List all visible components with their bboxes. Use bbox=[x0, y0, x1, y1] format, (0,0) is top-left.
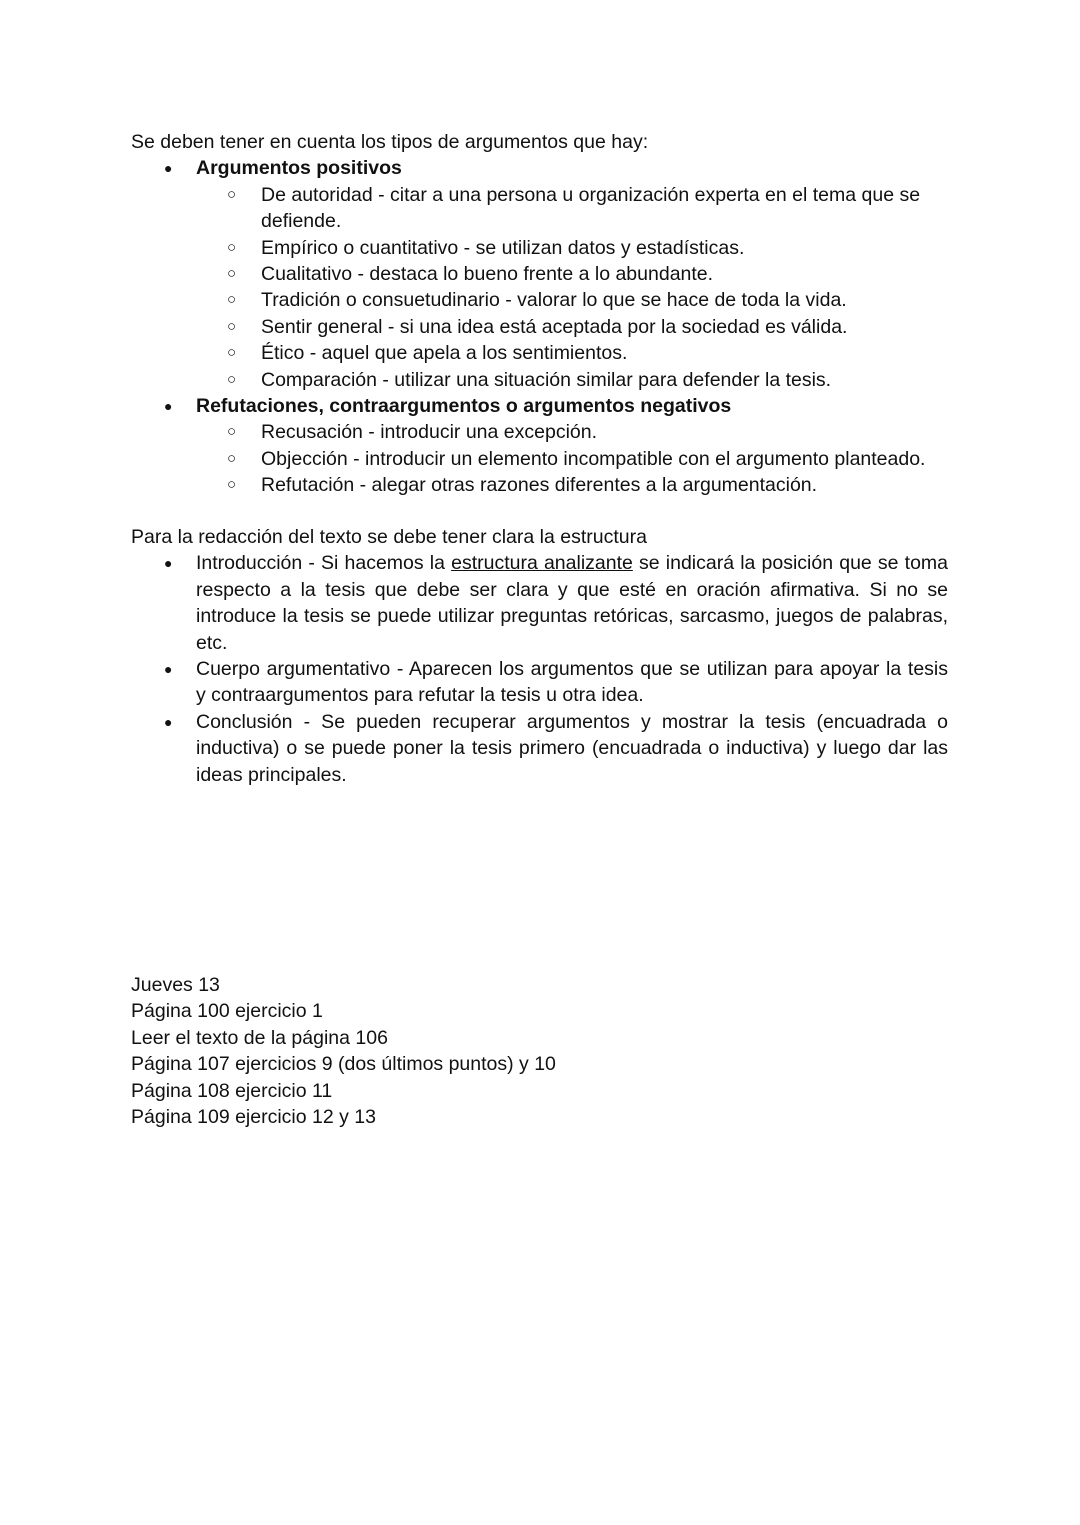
list-item: ○ Cualitativo - destaca lo bueno frente a lo abundante. bbox=[131, 261, 948, 287]
section-intro: Se deben tener en cuenta los tipos de argumentos que hay: bbox=[131, 131, 649, 153]
list-item bbox=[131, 550, 948, 656]
underlined-text: estructura analizante bbox=[451, 552, 633, 575]
homework-line: Página 108 ejercicio 11 bbox=[131, 1079, 333, 1102]
list-item: ○ Sentir general - si una idea está aceptada por la sociedad es válida. bbox=[131, 314, 948, 340]
list-item: ● Conclusión - Se pueden recuperar argumentos y mostrar la tesis (encuadrada o inductiva) o se puede poner la tesis primero (encuadrada o inductiva) y luego dar las ideas principales. bbox=[131, 709, 948, 788]
list-item: ● Cuerpo argumentativo - Aparecen los argumentos que se utilizan para apoyar la tesis y contraargumentos para refutar la tesis u otra idea. bbox=[131, 656, 948, 709]
list-item: ○ De autoridad - citar a una persona u organización experta en el tema que se defiende. bbox=[131, 182, 948, 235]
argument-types-section bbox=[131, 129, 948, 499]
list-item: ○ Empírico o cuantitativo - se utilizan datos y estadísticas. bbox=[131, 235, 948, 261]
homework-line: Página 107 ejercicios 9 (dos últimos puntos) y 10 bbox=[131, 1053, 556, 1076]
homework-line: Página 100 ejercicio 1 bbox=[131, 1000, 323, 1023]
text-structure-section bbox=[131, 524, 948, 788]
section-intro: Para la redacción del texto se debe tener clara la estructura bbox=[131, 526, 647, 548]
bullet-heading: ● Refutaciones, contraargumentos o argumentos negativos bbox=[131, 393, 948, 419]
bullet-heading: ● Argumentos positivos bbox=[131, 155, 948, 181]
homework-line: Leer el texto de la página 106 bbox=[131, 1026, 388, 1049]
text: se indicará la posición que se toma respecto a la tesis que debe ser clara y que esté en oración afirmativa. Si no se introduce la tesis se puede utilizar preguntas retóricas, sarcasmo, juegos de palabras, etc. bbox=[196, 552, 949, 654]
homework-line: Jueves 13 bbox=[131, 974, 220, 996]
list-item: ○ Tradición o consuetudinario - valorar lo que se hace de toda la vida. bbox=[131, 287, 948, 313]
text: Introducción - Si hacemos la bbox=[196, 552, 452, 575]
list-item: ○ Recusación - introducir una excepción. bbox=[131, 419, 948, 445]
list-item: ○ Refutación - alegar otras razones diferentes a la argumentación. bbox=[131, 472, 948, 498]
list-item: ○ Comparación - utilizar una situación similar para defender la tesis. bbox=[131, 367, 948, 393]
list-item: ○ Objección - introducir un elemento incompatible con el argumento planteado. bbox=[131, 446, 948, 472]
list-item: ○ Ético - aquel que apela a los sentimientos. bbox=[131, 340, 948, 366]
homework-line: Página 109 ejercicio 12 y 13 bbox=[131, 1106, 376, 1129]
homework-section bbox=[131, 972, 948, 1130]
